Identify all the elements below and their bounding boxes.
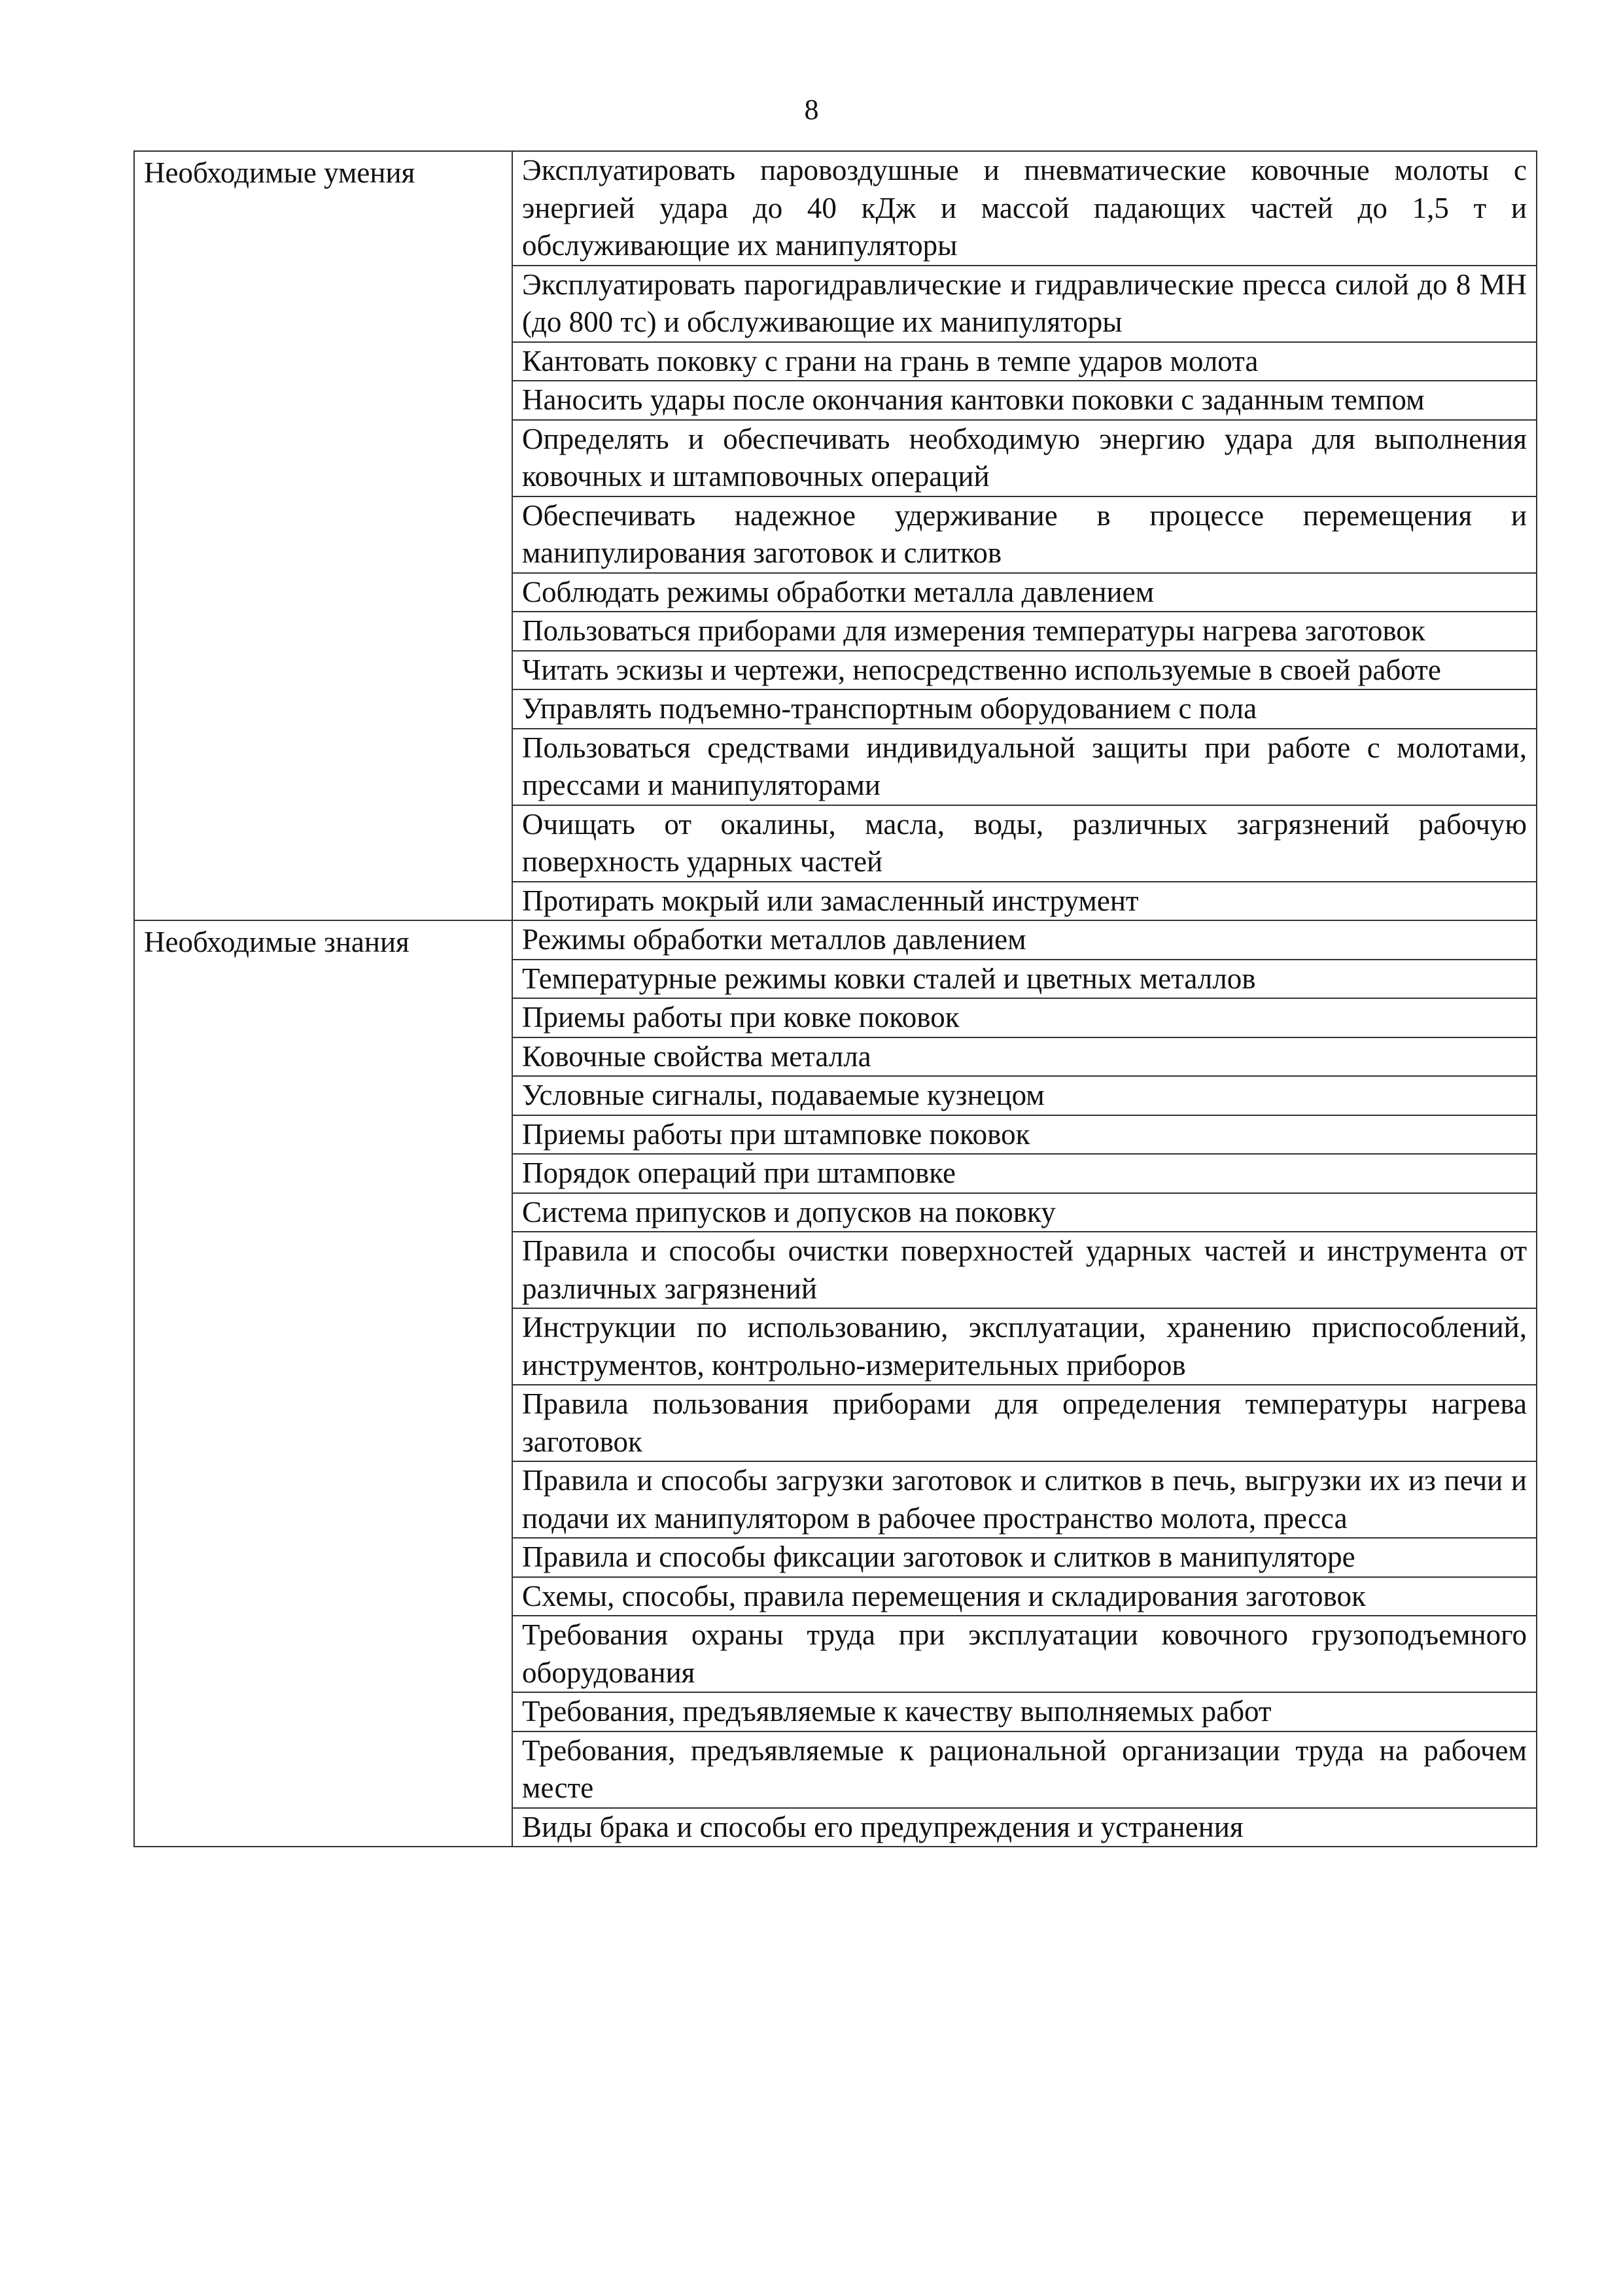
requirement-item-cell: Виды брака и способы его предупреждения и устранения bbox=[512, 1808, 1537, 1847]
table-row bbox=[134, 920, 1537, 960]
requirement-item-cell: Инструкции по использованию, эксплуатации, хранению приспособлений, инструментов, контрольно-измерительных приборов bbox=[512, 1308, 1537, 1385]
requirement-item-cell: Пользоваться средствами индивидуальной защиты при работе с молотами, прессами и манипуляторами bbox=[512, 729, 1537, 805]
requirement-item-cell: Схемы, способы, правила перемещения и складирования заготовок bbox=[512, 1577, 1537, 1616]
requirement-item-cell: Очищать от окалины, масла, воды, различных загрязнений рабочую поверхность ударных частей bbox=[512, 805, 1537, 882]
section-label-cell: Необходимые умения bbox=[134, 151, 512, 920]
requirement-item-cell: Правила и способы очистки поверхностей ударных частей и инструмента от различных загрязнений bbox=[512, 1232, 1537, 1308]
page-number: 8 bbox=[804, 94, 819, 126]
requirements-table-body bbox=[134, 151, 1537, 1847]
requirement-item-cell: Условные сигналы, подаваемые кузнецом bbox=[512, 1076, 1537, 1115]
requirement-item-cell: Правила и способы загрузки заготовок и слитков в печь, выгрузки их из печи и подачи их манипулятором в рабочее пространство молота, пресса bbox=[512, 1461, 1537, 1538]
requirement-item-cell: Определять и обеспечивать необходимую энергию удара для выполнения ковочных и штамповочных операций bbox=[512, 420, 1537, 496]
requirement-item-cell: Наносить удары после окончания кантовки поковки с заданным темпом bbox=[512, 381, 1537, 420]
requirement-item-cell: Система припусков и допусков на поковку bbox=[512, 1193, 1537, 1232]
requirement-item-cell: Правила пользования приборами для определения температуры нагрева заготовок bbox=[512, 1385, 1537, 1461]
requirement-item-cell: Температурные режимы ковки сталей и цветных металлов bbox=[512, 960, 1537, 999]
requirement-item-cell: Обеспечивать надежное удерживание в процессе перемещения и манипулирования заготовок и слитков bbox=[512, 496, 1537, 573]
requirement-item-cell: Ковочные свойства металла bbox=[512, 1037, 1537, 1077]
requirement-item-cell: Правила и способы фиксации заготовок и слитков в манипуляторе bbox=[512, 1538, 1537, 1577]
requirement-item-cell: Соблюдать режимы обработки металла давлением bbox=[512, 573, 1537, 612]
requirement-item-cell: Читать эскизы и чертежи, непосредственно используемые в своей работе bbox=[512, 651, 1537, 690]
table-row bbox=[134, 151, 1537, 266]
requirement-item-cell: Эксплуатировать паровоздушные и пневматические ковочные молоты с энергией удара до 40 кДж и массой падающих частей до 1,5 т и обслуживающие их манипуляторы bbox=[512, 151, 1537, 266]
requirement-item-cell: Кантовать поковку с грани на грань в темпе ударов молота bbox=[512, 342, 1537, 381]
requirement-item-cell: Требования, предъявляемые к рациональной организации труда на рабочем месте bbox=[512, 1731, 1537, 1808]
requirement-item-cell: Режимы обработки металлов давлением bbox=[512, 920, 1537, 960]
requirement-item-cell: Протирать мокрый или замасленный инструмент bbox=[512, 882, 1537, 921]
requirement-item-cell: Эксплуатировать парогидравлические и гидравлические пресса силой до 8 МН (до 800 тс) и обслуживающие их манипуляторы bbox=[512, 266, 1537, 342]
requirement-item-cell: Приемы работы при штамповке поковок bbox=[512, 1115, 1537, 1155]
requirement-item-cell: Порядок операций при штамповке bbox=[512, 1154, 1537, 1193]
requirement-item-cell: Требования, предъявляемые к качеству выполняемых работ bbox=[512, 1692, 1537, 1731]
requirement-item-cell: Управлять подъемно-транспортным оборудованием с пола bbox=[512, 689, 1537, 729]
requirement-item-cell: Пользоваться приборами для измерения температуры нагрева заготовок bbox=[512, 612, 1537, 651]
section-label-cell: Необходимые знания bbox=[134, 920, 512, 1847]
requirement-item-cell: Требования охраны труда при эксплуатации ковочного грузоподъемного оборудования bbox=[512, 1616, 1537, 1692]
requirements-table bbox=[133, 150, 1537, 1847]
requirement-item-cell: Приемы работы при ковке поковок bbox=[512, 998, 1537, 1037]
